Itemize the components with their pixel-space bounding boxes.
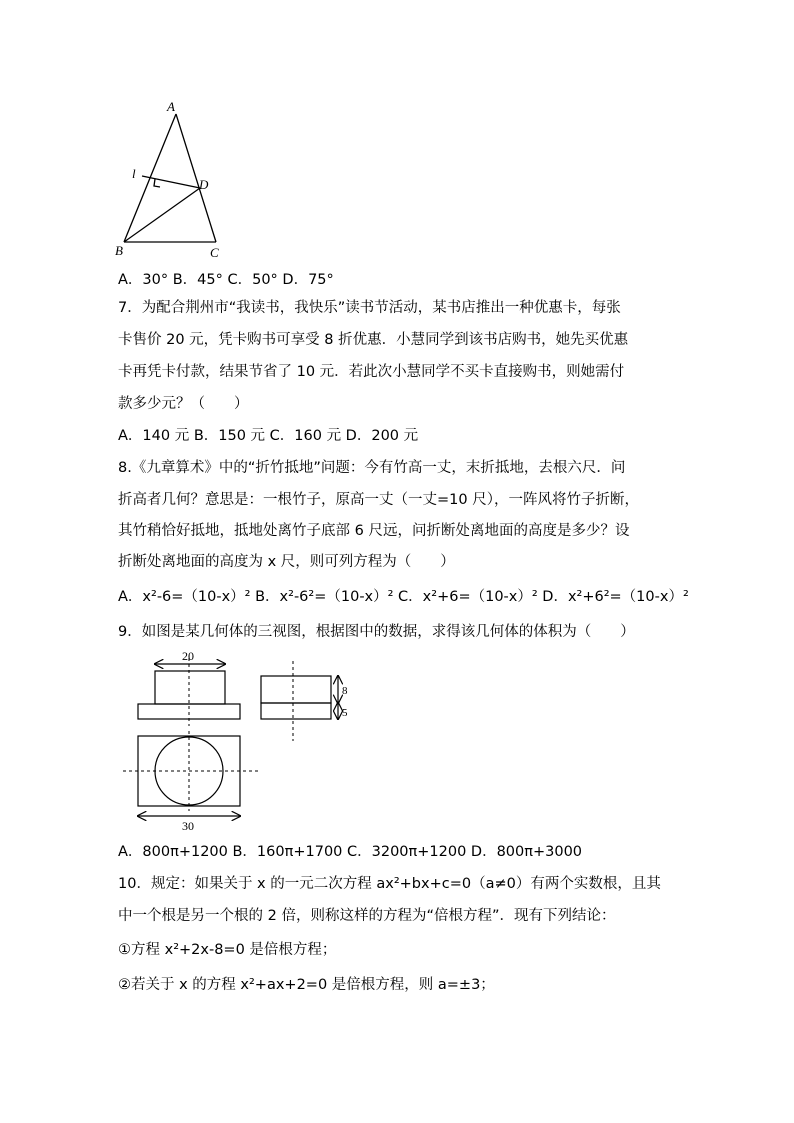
q8-options: A．x²-6=（10-x）² B．x²-6²=（10-x）² C．x²+6=（10-x）² D．x²+6²=（10-x）² (118, 589, 689, 605)
q6-options: A．30° B．45° C．50° D．75° (118, 272, 334, 288)
q7-line-2: 卡售价 20 元，凭卡购书可享受 8 折优惠．小慧同学到该书店购书，她先买优惠 (118, 332, 629, 348)
label-d: D (199, 177, 209, 192)
dim-label-5: 5 (342, 707, 348, 719)
three-view-figure (118, 646, 368, 836)
dim-label-20: 20 (182, 649, 194, 663)
q7-options: A．140 元 B．150 元 C．160 元 D．200 元 (118, 428, 419, 444)
q9-stem: 9．如图是某几何体的三视图，根据图中的数据，求得该几何体的体积为（ ） (118, 624, 635, 640)
triangle-figure (112, 98, 232, 264)
q7-line-1: 7．为配合荆州市“我读书，我快乐”读书节活动，某书店推出一种优惠卡，每张 (118, 300, 621, 316)
q9-options: A．800π+1200 B．160π+1700 C．3200π+1200 D．800π+3000 (118, 844, 583, 860)
front-view-cylinder (155, 671, 225, 704)
line-l (142, 176, 200, 188)
side-ac (176, 114, 216, 242)
side-view-lower (261, 703, 331, 719)
q8-line-3: 其竹稍恰好抵地，抵地处离竹子底部 6 尺远，问折断处离地面的高度是多少？设 (118, 523, 630, 539)
q10-line-1: 10．规定：如果关于 x 的一元二次方程 ax²+bx+c=0（a≠0）有两个实数根，且其 (118, 876, 661, 892)
q8-line-1: 8.《九章算术》中的“折竹抵地”问题：今有竹高一丈，末折抵地，去根六尺．问 (118, 460, 626, 476)
q8-line-2: 折高者几何？意思是：一根竹子，原高一丈（一丈=10 尺），一阵风将竹子折断， (118, 492, 639, 508)
label-c: C (210, 245, 219, 260)
dim-label-8: 8 (342, 685, 348, 697)
q10-line-3: ①方程 x²+2x-8=0 是倍根方程； (118, 942, 337, 958)
label-l: l (132, 166, 136, 181)
q8-line-4: 折断处离地面的高度为 x 尺，则可列方程为（ ） (118, 554, 455, 570)
q10-line-2: 中一个根是另一个根的 2 倍，则称这样的方程为“倍根方程”．现有下列结论： (118, 908, 616, 924)
dim-label-30: 30 (182, 819, 194, 833)
side-view-upper (261, 676, 331, 703)
label-b: B (115, 243, 123, 258)
q7-line-4: 款多少元？（ ） (118, 396, 249, 412)
q10-line-4: ②若关于 x 的方程 x²+ax+2=0 是倍根方程，则 a=±3； (118, 977, 495, 993)
label-a: A (167, 99, 175, 114)
q7-line-3: 卡再凭卡付款，结果节省了 10 元．若此次小慧同学不买卡直接购书，则她需付 (118, 364, 625, 380)
